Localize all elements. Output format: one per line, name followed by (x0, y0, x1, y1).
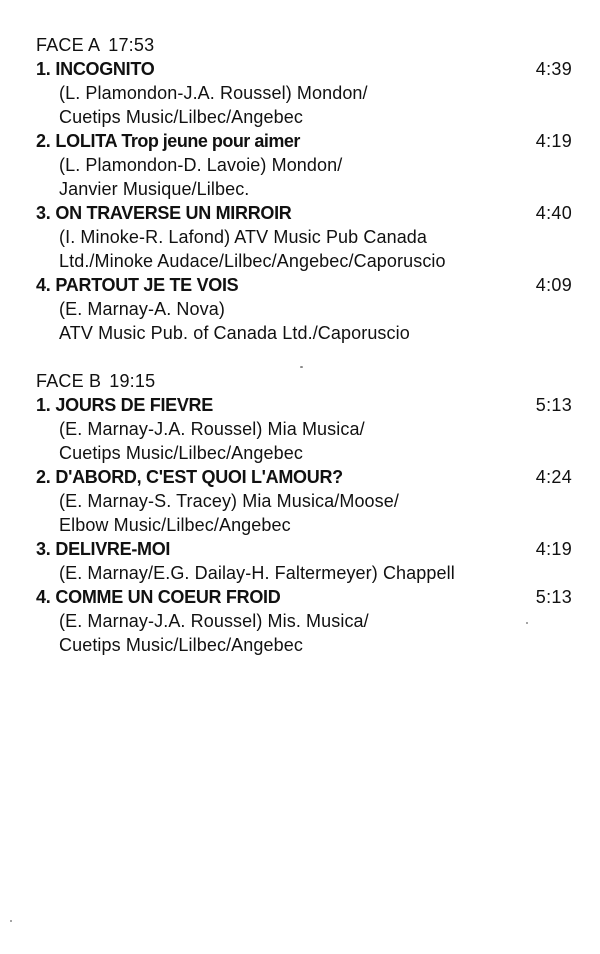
track-title: ON TRAVERSE UN MIRROIR (55, 203, 292, 223)
track-title-row (36, 585, 572, 609)
track-title-row (36, 393, 572, 417)
track-duration: 5:13 (535, 587, 572, 607)
track-a2 (36, 129, 572, 201)
track-duration: 4:39 (535, 59, 572, 79)
track-number: 3. (36, 539, 51, 559)
track-number: 1. (36, 395, 51, 415)
track-credit: (E. Marnay-J.A. Roussel) Mis. Musica/ (59, 611, 369, 631)
track-number: 2. (36, 131, 51, 151)
track-credit: (E. Marnay-S. Tracey) Mia Musica/Moose/ (59, 491, 399, 511)
track-title-row (36, 537, 572, 561)
track-b2 (36, 465, 572, 537)
track-duration: 4:40 (535, 203, 572, 223)
paper-speck (300, 366, 303, 368)
track-credit: (E. Marnay-A. Nova) (59, 299, 225, 319)
track-credit: Cuetips Music/Lilbec/Angebec (59, 635, 303, 655)
side-b (36, 369, 572, 657)
paper-speck (10, 920, 12, 922)
track-duration: 4:09 (535, 275, 572, 295)
track-b3 (36, 537, 572, 585)
track-number: 2. (36, 467, 51, 487)
track-title-row (36, 273, 572, 297)
track-title-row (36, 129, 572, 153)
track-a3 (36, 201, 572, 273)
track-title-row (36, 201, 572, 225)
track-credit: Ltd./Minoke Audace/Lilbec/Angebec/Caporuscio (59, 251, 446, 271)
track-title: INCOGNITO (55, 59, 155, 79)
track-credit: (E. Marnay-J.A. Roussel) Mia Musica/ (59, 419, 365, 439)
track-credit: (L. Plamondon-J.A. Roussel) Mondon/ (59, 83, 368, 103)
track-title: COMME UN COEUR FROID (55, 587, 281, 607)
track-number: 4. (36, 275, 51, 295)
track-credit: Janvier Musique/Lilbec. (59, 179, 250, 199)
track-duration: 4:19 (535, 539, 572, 559)
track-title-row (36, 465, 572, 489)
track-duration: 4:24 (535, 467, 572, 487)
paper-speck (526, 622, 528, 624)
track-title: D'ABORD, C'EST QUOI L'AMOUR? (55, 467, 343, 487)
side-label: FACE A (36, 35, 101, 55)
track-credit: (I. Minoke-R. Lafond) ATV Music Pub Canada (59, 227, 428, 247)
track-number: 4. (36, 587, 51, 607)
track-title: PARTOUT JE TE VOIS (55, 275, 239, 295)
side-label: FACE B (36, 371, 102, 391)
side-b-header (36, 369, 572, 393)
side-a (36, 33, 572, 345)
track-credit: Elbow Music/Lilbec/Angebec (59, 515, 291, 535)
track-duration: 5:13 (535, 395, 572, 415)
track-duration: 4:19 (535, 131, 572, 151)
side-total-time: 17:53 (108, 35, 155, 55)
track-credit: Cuetips Music/Lilbec/Angebec (59, 107, 303, 127)
track-a4 (36, 273, 572, 345)
track-credit: Cuetips Music/Lilbec/Angebec (59, 443, 303, 463)
track-a1 (36, 57, 572, 129)
track-title: DELIVRE-MOI (55, 539, 171, 559)
track-credit: (L. Plamondon-D. Lavoie) Mondon/ (59, 155, 343, 175)
side-total-time: 19:15 (109, 371, 156, 391)
track-credit: ATV Music Pub. of Canada Ltd./Caporuscio (59, 323, 410, 343)
track-title: LOLITA (55, 131, 117, 151)
track-b4 (36, 585, 572, 657)
track-number: 1. (36, 59, 51, 79)
track-title: JOURS DE FIEVRE (55, 395, 213, 415)
track-title-row (36, 57, 572, 81)
side-a-header (36, 33, 572, 57)
track-b1 (36, 393, 572, 465)
track-subtitle: Trop jeune pour aimer (121, 131, 300, 151)
track-credit: (E. Marnay/E.G. Dailay-H. Faltermeyer) Chappell (59, 563, 455, 583)
track-number: 3. (36, 203, 51, 223)
